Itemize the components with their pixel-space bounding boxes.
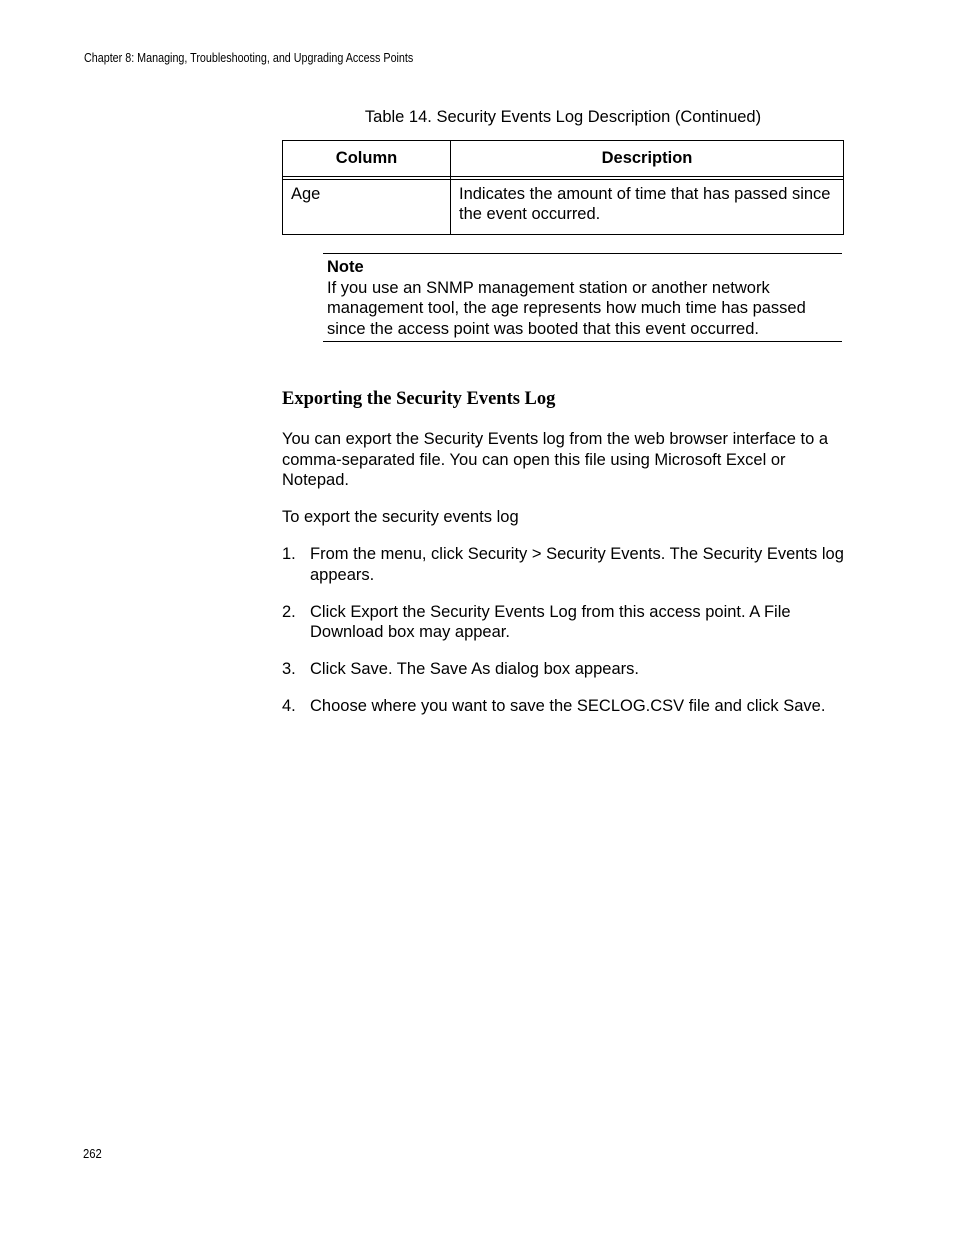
step-number: 4. (282, 697, 296, 715)
running-header: Chapter 8: Managing, Troubleshooting, and Upgrading Access Points (84, 51, 414, 65)
note-box (323, 253, 842, 342)
column-header-column: Column (283, 141, 451, 177)
list-item (282, 696, 848, 717)
table-cell-description: Indicates the amount of time that has passed since the event occurred. (451, 180, 844, 235)
step-text: Click Export the Security Events Log from this access point. A File Download box may appear. (310, 602, 791, 641)
table-header-row (283, 141, 844, 177)
list-item (282, 659, 848, 680)
note-title: Note (327, 258, 364, 276)
table-row (283, 180, 844, 235)
security-events-table (282, 140, 844, 235)
procedure-intro: To export the security events log (282, 508, 519, 526)
section-heading: Exporting the Security Events Log (282, 389, 556, 409)
table-caption: Table 14. Security Events Log Description (Continued) (364, 108, 762, 126)
column-header-description: Description (451, 141, 844, 177)
steps-list (282, 544, 848, 733)
step-number: 2. (282, 602, 296, 621)
step-text: Choose where you want to save the SECLOG.CSV file and click Save. (310, 697, 826, 715)
intro-paragraph: You can export the Security Events log from the web browser interface to a comma-separated file. You can open this file using Microsoft Excel or Notepad. (282, 430, 829, 489)
list-item (282, 602, 848, 643)
step-number: 1. (282, 545, 296, 563)
list-item (282, 544, 848, 585)
step-number: 3. (282, 660, 296, 678)
step-text: Click Save. The Save As dialog box appears. (310, 660, 639, 678)
table-cell-column: Age (283, 180, 451, 235)
page-number: 262 (83, 1147, 102, 1161)
step-text: From the menu, click Security > Security Events. The Security Events log appears. (310, 545, 844, 584)
note-body: If you use an SNMP management station or another network management tool, the age represents how much time has passed since the access point was booted that this event occurred. (327, 278, 806, 338)
